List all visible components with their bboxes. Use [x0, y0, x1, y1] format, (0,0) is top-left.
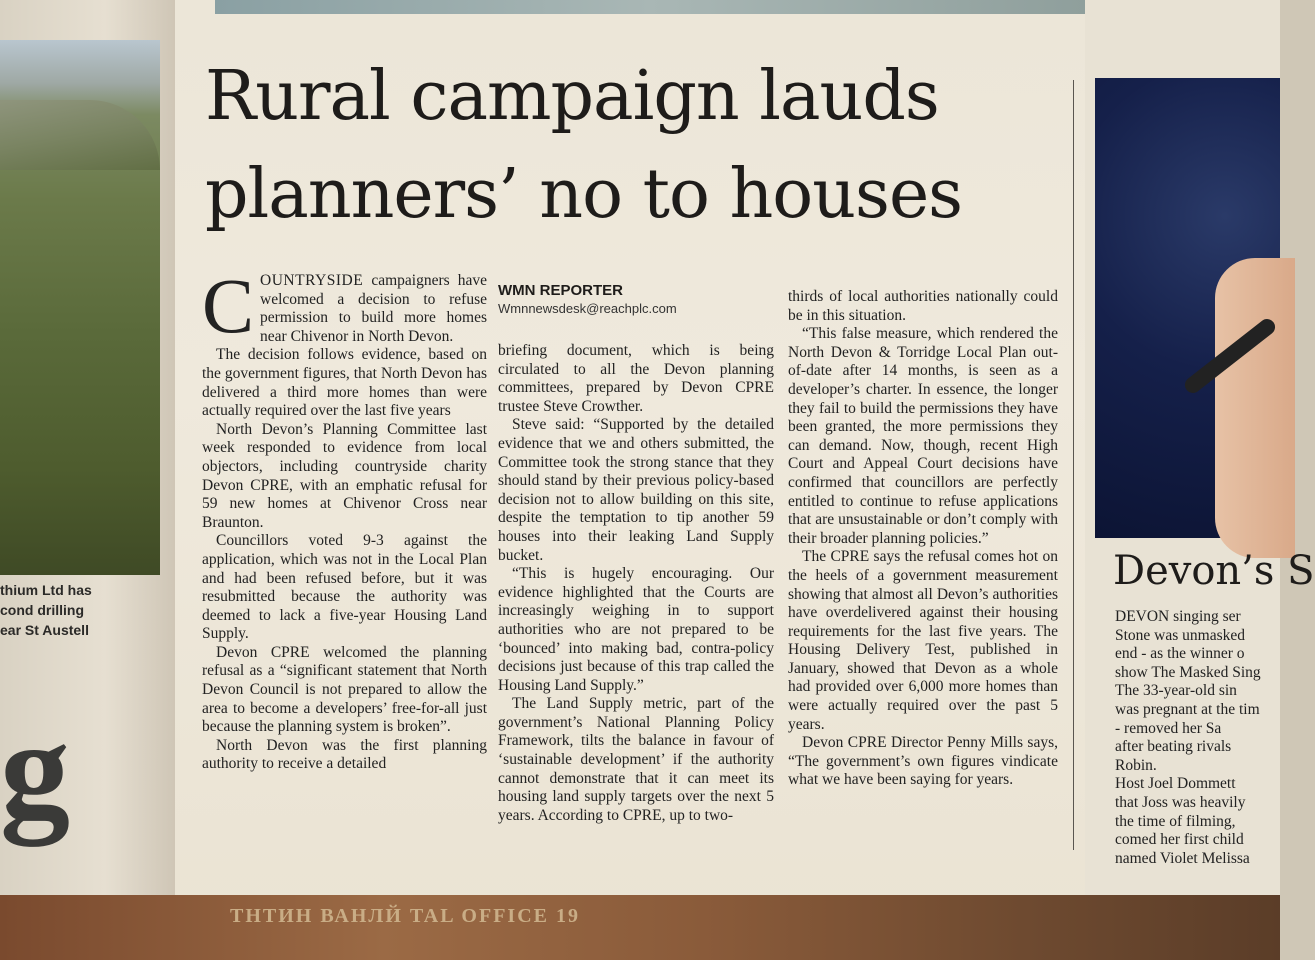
text-line: Host Joel Dommett: [1115, 775, 1236, 793]
photo-sign-text: ТНТИН ВАНЛЙ TAL OFFICE 19: [230, 905, 580, 927]
paragraph: briefing document, which is being circulated to all the Devon planning committees, prepared by Devon CPRE trustee Steve Crowther.: [498, 342, 774, 415]
article-column-3: [788, 288, 1058, 790]
paragraph: Devon CPRE welcomed the planning refusal as a “significant statement that North Devon Council is not prepared to allow the area to become a developers’ free-for-all just because the planning system is broken”.: [202, 643, 487, 736]
paragraph: North Devon was the first planning authority to receive a detailed: [202, 736, 487, 773]
byline: WMN REPORTER: [498, 282, 623, 299]
paragraph: The decision follows evidence, based on the government figures, that North Devon has delivered a third more homes than were actually required over the last five years: [202, 346, 487, 420]
reporter-email: Wmnnewsdesk@reachplc.com: [498, 301, 677, 316]
text-line: show The Masked Sing: [1115, 663, 1261, 681]
paragraph: “This false measure, which rendered the North Devon & Torridge Local Plan out-of-date after 14 months, is seen as a developer’s charter. In essence, the longer they fail to build the permissions they have been granted, the more permissions they can demand. Now, though, recent High Court and Appeal Court decisions have confirmed that councillors are perfectly entitled to continue to refuse applications that are unsustainable or don’t comply with their broader planning policies.”: [788, 325, 1058, 547]
text-line: end - as the winner o: [1115, 645, 1245, 663]
caption-line: thium Ltd has: [0, 582, 92, 598]
paragraph: The CPRE says the refusal comes hot on the heels of a government measurement showing that almost all Devon’s authorities have overdelivered against their housing requirements for the last five years. The Housing Delivery Test, published in January, showed that Devon as a whole had provided over 6,000 more homes than were actually required over the past 5 years.: [788, 548, 1058, 733]
text-line: after beating rivals: [1115, 738, 1232, 756]
text-line: The 33-year-old sin: [1115, 682, 1237, 700]
paragraph: The Land Supply metric, part of the government’s National Planning Policy Framework, tilts the balance in favour of ‘sustainable development’ if the authority cannot demonstrate that it can meet its housing land supply targets over the next 5 years. According to CPRE, up to two-: [498, 695, 774, 824]
column-divider: [1073, 80, 1074, 850]
article-headline: [205, 48, 1065, 244]
text-line: that Joss was heavily: [1115, 793, 1246, 811]
bottom-photo-strip: [0, 895, 1280, 960]
right-headline: Devon’s S: [1113, 548, 1315, 594]
paragraph: Councillors voted 9-3 against the application, which was not in the Local Plan and had been refused before, but it was resubmitted because the authority was deemed to lack a five-year Housing Land Supply.: [202, 532, 487, 643]
paragraph: North Devon’s Planning Committee last week responded to evidence from local objectors, including countryside charity Devon CPRE, with an emphatic refusal for 59 new homes at Chivenor Cross near Braunton.: [202, 420, 487, 531]
top-photo-strip: [215, 0, 1085, 14]
caption-line: ear St Austell: [0, 622, 89, 638]
newspaper-page: [175, 0, 1085, 960]
lead-caps: OUNTRYSIDE: [260, 272, 364, 289]
right-article-text: [1115, 608, 1285, 868]
left-adjacent-page: [0, 0, 175, 960]
singer-photo: [1095, 78, 1280, 538]
text-line: was pregnant at the tim: [1115, 700, 1260, 718]
headline-fragment: g: [0, 692, 70, 847]
text-line: DEVON singing ser: [1115, 608, 1241, 625]
headline-line: planners’ no to houses: [205, 155, 963, 234]
paragraph: thirds of local authorities nationally could be in this situation.: [788, 288, 1058, 324]
article-column-1: [202, 262, 487, 774]
caption-line: cond drilling: [0, 602, 84, 618]
right-adjacent-page: [1085, 0, 1315, 960]
photo-caption: [0, 580, 160, 640]
landscape-photo: [0, 40, 160, 575]
paragraph: Devon CPRE Director Penny Mills says, “The government’s own figures vindicate what we have been saying for years.: [788, 734, 1058, 789]
paragraph-text: campaigners have welcomed a decision to refuse permission to build more homes near Chivenor in North Devon.: [260, 272, 487, 345]
text-line: the time of filming,: [1115, 812, 1236, 830]
text-line: - removed her Sa: [1115, 719, 1222, 737]
lead-paragraph: [202, 262, 487, 349]
paragraph: Steve said: “Supported by the detailed evidence that we and others submitted, the Committee took the strong stance that they should stand by their previous policy-based decision not to allow building on this site, despite the temptation to tip another 59 houses into their leaking Land Supply bucket.: [498, 416, 774, 564]
text-line: comed her first child: [1115, 831, 1244, 849]
text-line: Stone was unmasked: [1115, 626, 1246, 644]
drop-cap: C: [202, 262, 255, 349]
paragraph: “This is hugely encouraging. Our evidence highlighted that the Courts are increasingly weighing in to support authorities who are not prepared to be ‘bounced’ into making bad, contra-policy decisions just because of this trap called the Housing Land Supply.”: [498, 565, 774, 694]
text-line: Robin.: [1115, 756, 1157, 774]
text-line: named Violet Melissa: [1115, 849, 1250, 867]
article-column-2: [498, 282, 774, 825]
headline-line: Rural campaign lauds: [205, 57, 939, 136]
